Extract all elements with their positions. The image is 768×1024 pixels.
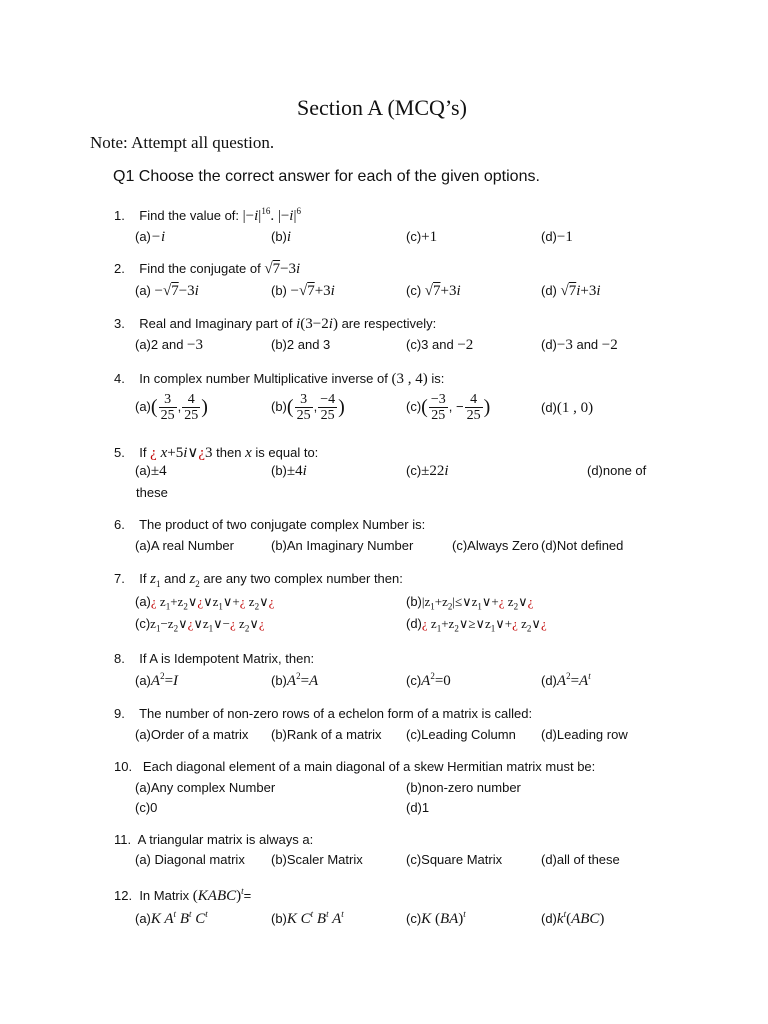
option-d-wrap: these <box>136 485 168 500</box>
option-a: (a) −√7−3i <box>135 283 199 299</box>
option-d: (d)−1 <box>541 229 573 245</box>
option-c: (c)Always Zero <box>452 538 539 553</box>
option-c: (c)Leading Column <box>406 727 516 742</box>
option-d: (d) √7i+3i <box>541 283 601 299</box>
question-number: 1. <box>114 208 125 223</box>
option-c: (c)3 and −2 <box>406 337 474 353</box>
option-d: (d)all of these <box>541 852 620 867</box>
option-d: (d)Leading row <box>541 727 628 742</box>
option-b: (b)non-zero number <box>406 780 521 795</box>
option-b: (b)An Imaginary Number <box>271 538 414 553</box>
option-b: (b) −√7+3i <box>271 283 335 299</box>
question-10: 10. Each diagonal element of a main diagonal of a skew Hermitian matrix must be: <box>114 759 596 774</box>
option-a: (a)−i <box>135 229 166 245</box>
option-b: (b)Rank of a matrix <box>271 727 382 742</box>
note: Note: Attempt all question. <box>90 133 275 152</box>
question-text: Find the value of: <box>139 208 240 223</box>
option-a: (a)¿ $z_1+z_2\vee¿\vee z_1\vee+¿$ $z_2\vee¿$ <box>135 594 275 612</box>
option-b: (b)K $C^t$ $B^t$ $A^t$ <box>271 909 344 927</box>
option-d: (d)Not defined <box>541 538 624 553</box>
option-c: (c)( $\frac{-3}{25}$ , − $\frac{4}{25}$ ) <box>406 392 491 423</box>
option-c: (c)Square Matrix <box>406 852 503 867</box>
question-9: 9. The number of non-zero rows of a echelon form of a matrix is called: <box>114 706 533 721</box>
option-d: (d)1 <box>406 800 430 815</box>
option-a: (a) Diagonal matrix <box>135 852 245 867</box>
option-a: (a)K $A^t$ $B^t$ $C^t$ <box>135 909 208 927</box>
option-d: $(d)k^t(ABC)$ <box>541 909 605 927</box>
option-d: (d)(1 , 0) <box>541 400 594 416</box>
option-b: (b)( $\frac{3}{25}$ , $\frac{-4}{25}$ ) <box>271 392 345 423</box>
question-7: 7. If $z_1$ and $z_2$ are any two complex number then: <box>114 571 403 589</box>
question-11: 11. A triangular matrix is always a: <box>114 832 314 847</box>
option-c: (c)+1 <box>406 229 438 245</box>
option-b: (b)2 and 3 <box>271 337 331 352</box>
option-a: (a)±4 <box>135 463 167 479</box>
option-c: $(c)A^2=0$ <box>406 671 451 689</box>
question-6: 6. The product of two conjugate complex Number is: <box>114 517 426 532</box>
option-d: (d)−3 and −2 <box>541 337 618 353</box>
option-a: (a)Order of a matrix <box>135 727 249 742</box>
option-c: (c)0 <box>135 800 158 815</box>
option-a: (a)Any complex Number <box>135 780 276 795</box>
option-a: (a)( $\frac{3}{25}$ , $\frac{4}{25}$ ) <box>135 392 208 423</box>
question-4: 4. In complex number Multiplicative inverse of (3 , 4) is: <box>114 371 445 387</box>
option-d: $(d)A^2=A^t$ <box>541 671 591 689</box>
section-title: Section A (MCQ’s) <box>297 95 467 120</box>
option-c: (c) √7+3i <box>406 283 461 299</box>
option-b: (b)i <box>271 229 292 245</box>
option-d: (d)¿ $z_1+z_2\vee\ge\vee z_1\vee+¿$ $z_2\vee¿$ <box>406 616 547 634</box>
option-a: (a)A real Number <box>135 538 234 553</box>
option-a: (a)2 and −3 <box>135 337 204 353</box>
question-1: 1. Find the value of: $|-i|^{16}$. $|-i|^6$ <box>114 206 301 224</box>
option-c: $(c)z_1-z_2\vee¿\vee z_1\vee-¿$ $z_2\vee¿$ <box>135 616 265 634</box>
question-3: 3. Real and Imaginary part of i(3−2i) are respectively: <box>114 316 437 332</box>
option-b: (b)Scaler Matrix <box>271 852 363 867</box>
question-12: 12. In Matrix (KABC)$^t$= <box>114 886 252 904</box>
question-5: 5. If ¿ x+5i∨¿3 then x is equal to: <box>114 445 319 461</box>
question-2: 2. Find the conjugate of √7−3i <box>114 261 301 277</box>
option-b: $(b)A^2=A$ <box>271 671 319 689</box>
q1-heading: Q1 Choose the correct answer for each of the given options. <box>113 168 540 185</box>
option-b: (b)±4i <box>271 463 307 479</box>
option-b: $(b)|z_1+z_2|\le\vee z_1\vee+¿$ $z_2\vee¿$ <box>406 594 534 612</box>
question-8: 8. If A is Idempotent Matrix, then: <box>114 651 315 666</box>
option-c: (c)±22i <box>406 463 449 479</box>
option-d: (d)none of <box>587 463 647 478</box>
option-a: $(a)A^2=I$ <box>135 671 179 689</box>
option-c: (c)K (BA)$^t$ <box>406 909 466 927</box>
